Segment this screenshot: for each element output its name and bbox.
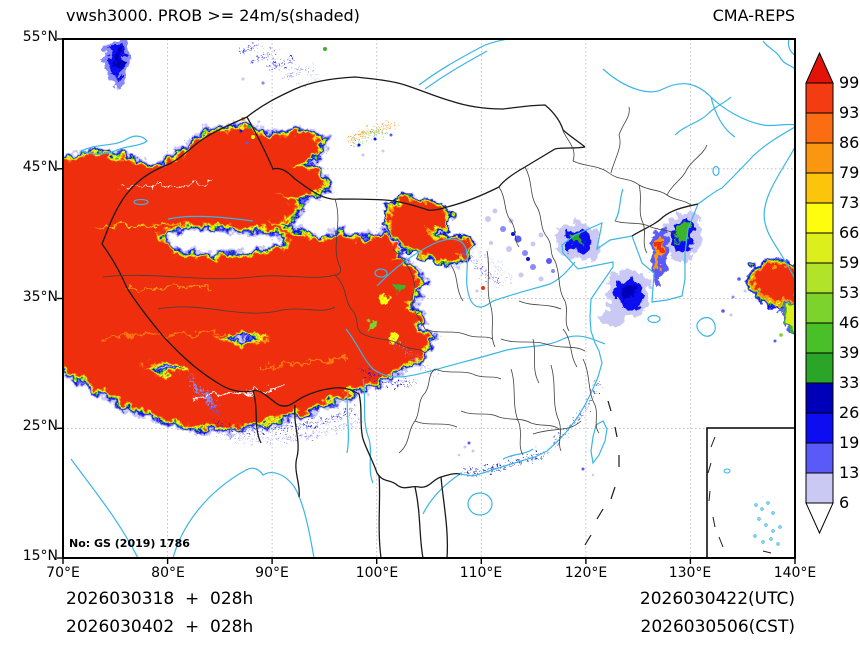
cb-label-86: 86 <box>839 133 860 152</box>
cb-label-26: 26 <box>839 403 860 422</box>
x-tick-80e: 80°E <box>151 565 185 581</box>
x-tick-70e: 70°E <box>46 565 80 581</box>
cb-label-46: 46 <box>839 313 860 332</box>
run-time-utc: 2026030318 + 028h <box>66 589 254 609</box>
cb-label-39: 39 <box>839 343 860 362</box>
cb-label-53: 53 <box>839 283 860 302</box>
cb-label-6: 6 <box>839 493 850 512</box>
y-tick-35n: 35°N <box>22 289 58 305</box>
cb-label-13: 13 <box>839 463 860 482</box>
run-time-cst: 2026030402 + 028h <box>66 617 254 637</box>
x-tick-130e: 130°E <box>668 565 712 581</box>
cb-label-93: 93 <box>839 103 860 122</box>
inset-south-china-sea <box>707 428 795 558</box>
x-tick-90e: 90°E <box>255 565 289 581</box>
map-canvas <box>63 39 795 558</box>
cb-label-73: 73 <box>839 193 860 212</box>
colorbar <box>806 53 833 533</box>
cb-label-19: 19 <box>839 433 860 452</box>
valid-time-cst: 2026030506(CST) <box>640 617 795 637</box>
y-tick-55n: 55°N <box>22 29 58 45</box>
cb-label-33: 33 <box>839 373 860 392</box>
plot-title: vwsh3000. PROB >= 24m/s(shaded) <box>66 6 360 25</box>
x-tick-120e: 120°E <box>564 565 608 581</box>
y-tick-15n: 15°N <box>22 548 58 564</box>
x-tick-100e: 100°E <box>355 565 399 581</box>
x-tick-140e: 140°E <box>773 565 817 581</box>
valid-time-utc: 2026030422(UTC) <box>639 589 795 609</box>
nine-dash-line <box>585 401 619 545</box>
cb-label-59: 59 <box>839 253 860 272</box>
y-tick-25n: 25°N <box>22 418 58 434</box>
cb-label-79: 79 <box>839 163 860 182</box>
x-tick-110e: 110°E <box>459 565 503 581</box>
model-name: CMA-REPS <box>712 6 795 25</box>
y-tick-45n: 45°N <box>22 159 58 175</box>
cb-label-99: 99 <box>839 73 860 92</box>
cb-label-66: 66 <box>839 223 860 242</box>
security-watermark: No: GS (2019) 1786 <box>69 537 190 550</box>
